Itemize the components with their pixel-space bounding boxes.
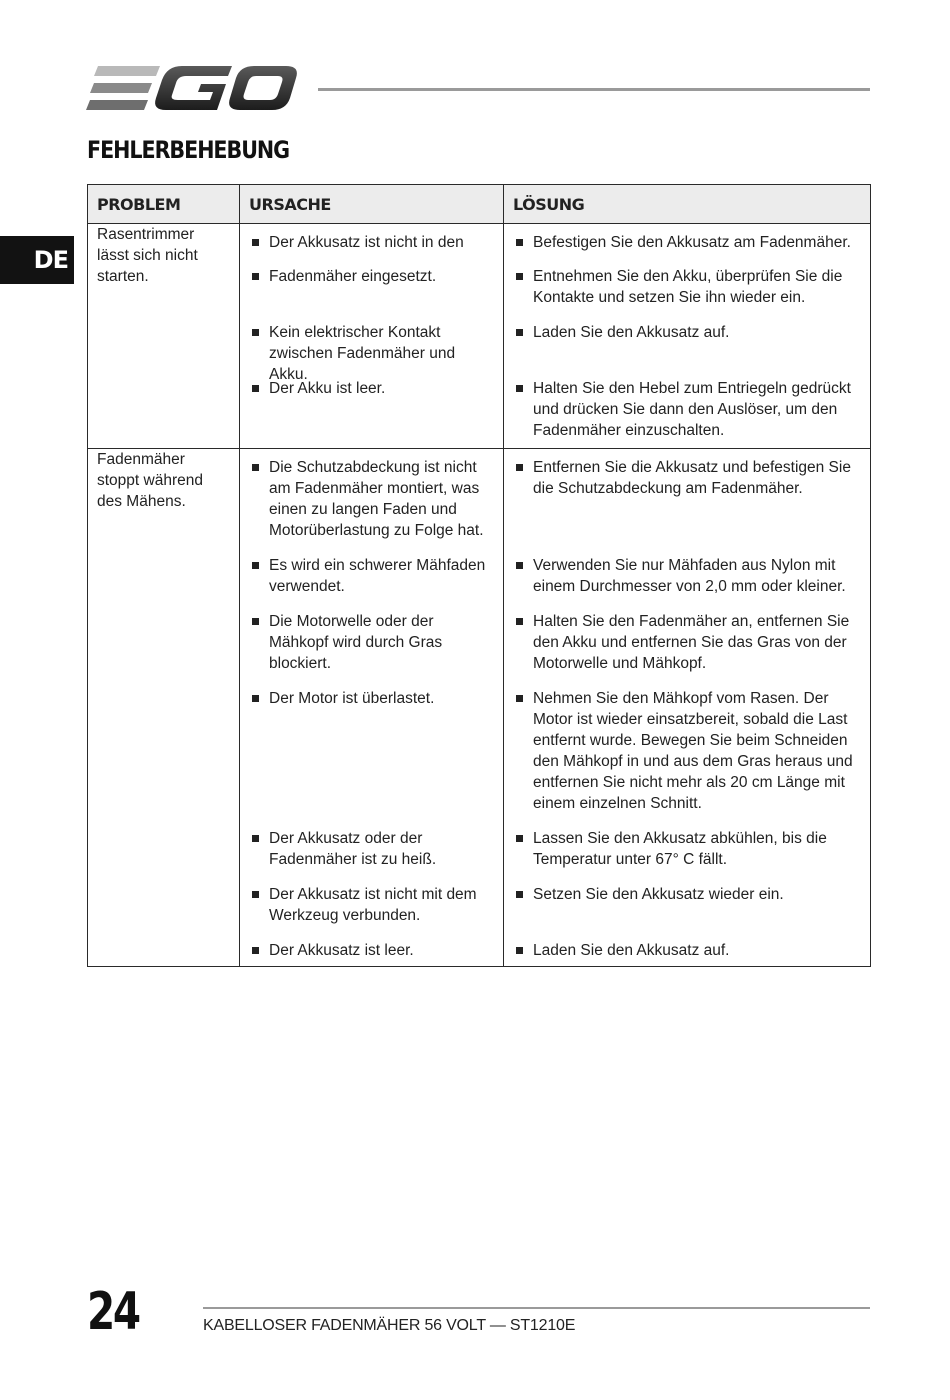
cause-item	[252, 884, 495, 940]
solution-text: Setzen Sie den Akkusatz wieder ein.	[533, 886, 784, 903]
ego-logo	[86, 62, 300, 114]
cause-item	[252, 322, 495, 383]
bullet-icon	[516, 266, 533, 322]
cause-text: Es wird ein schwerer Mähfaden verwendet.	[269, 557, 486, 595]
bullet-icon	[516, 884, 533, 940]
cause-text: Die Motorwelle oder der Mähkopf wird durch Gras blockiert.	[269, 613, 443, 672]
cause-cell	[240, 449, 504, 967]
solution-item	[516, 688, 862, 828]
bullet-icon	[252, 378, 269, 446]
cause-item	[252, 688, 495, 828]
bullet-icon	[516, 378, 533, 446]
bullet-icon	[252, 232, 269, 266]
problem-text: Fadenmäher stoppt während des Mähens.	[97, 451, 203, 510]
solution-item	[516, 940, 862, 964]
bullet-icon	[252, 555, 269, 611]
cause-text: Der Akkusatz ist leer.	[269, 942, 414, 959]
cause-item	[252, 555, 495, 611]
cause-item	[252, 266, 495, 322]
solution-text: Halten Sie den Fadenmäher an, entfernen Sie den Akku und entfernen Sie das Gras von der Motorwelle und Mähkopf.	[533, 613, 850, 672]
cause-item	[252, 457, 495, 555]
bullet-icon	[516, 232, 533, 266]
solution-item	[516, 232, 862, 266]
solution-item	[516, 378, 862, 446]
bullet-icon	[252, 322, 269, 378]
solution-item	[516, 828, 862, 884]
solution-cell	[504, 224, 871, 449]
language-tab: DE	[0, 236, 74, 284]
cause-item	[252, 232, 495, 266]
solution-item	[516, 322, 862, 378]
cause-item	[252, 611, 495, 688]
bullet-icon	[252, 828, 269, 884]
footer-product-title: KABELLOSER FADENMÄHER 56 VOLT — ST1210E	[203, 1317, 576, 1334]
bullet-icon	[516, 828, 533, 884]
solution-item	[516, 555, 862, 611]
bullet-icon	[252, 266, 269, 322]
problem-cell	[88, 449, 240, 967]
bullet-icon	[252, 457, 269, 555]
bullet-icon	[516, 555, 533, 611]
page-number: 24	[87, 1282, 139, 1342]
bullet-icon	[252, 940, 269, 964]
cause-item	[252, 378, 495, 446]
solution-text: Verwenden Sie nur Mähfaden aus Nylon mit einem Durchmesser von 2,0 mm oder kleiner.	[533, 557, 846, 595]
footer-rule	[203, 1307, 870, 1309]
cause-text: Der Akku ist leer.	[269, 380, 386, 397]
solution-item	[516, 457, 862, 555]
solution-item	[516, 611, 862, 688]
table-row	[88, 449, 871, 967]
solution-text: Laden Sie den Akkusatz auf.	[533, 324, 730, 341]
header-rule	[318, 88, 870, 91]
bullet-icon	[516, 322, 533, 378]
cause-text: Der Motor ist überlastet.	[269, 690, 435, 707]
solution-text: Nehmen Sie den Mähkopf vom Rasen. Der Motor ist wieder einsatzbereit, sobald die Last entfernt wurde. Bewegen Sie beim Schneiden den Mähkopf in und aus dem Gras heraus und entfernen Sie nicht mehr als 20 cm Länge mit einem einzelnen Schnitt.	[533, 690, 853, 812]
solution-cell	[504, 449, 871, 967]
header-cause: URSACHE	[240, 185, 504, 224]
solution-text: Entfernen Sie die Akkusatz und befestigen Sie die Schutzabdeckung am Fadenmäher.	[533, 459, 851, 497]
cause-text: Der Akkusatz ist nicht in den	[269, 234, 464, 251]
cause-text: Der Akkusatz ist nicht mit dem Werkzeug verbunden.	[269, 886, 477, 924]
bullet-icon	[516, 611, 533, 688]
bullet-icon	[516, 688, 533, 828]
header-solution: LÖSUNG	[504, 185, 871, 224]
problem-cell	[88, 224, 240, 449]
cause-text: Der Akkusatz oder der Fadenmäher ist zu heiß.	[269, 830, 437, 868]
section-title: FEHLERBEHEBUNG	[87, 136, 290, 164]
cause-text: Die Schutzabdeckung ist nicht am Fadenmäher montiert, was einen zu langen Faden und Motorüberlastung zu Folge hat.	[269, 459, 484, 539]
bullet-icon	[252, 611, 269, 688]
cause-item	[252, 828, 495, 884]
bullet-icon	[516, 457, 533, 555]
solution-text: Halten Sie den Hebel zum Entriegeln gedrückt und drücken Sie dann den Auslöser, um den Fadenmäher einzuschalten.	[533, 380, 851, 439]
cause-text: Kein elektrischer Kontakt zwischen Fadenmäher und Akku.	[269, 324, 456, 383]
table-row	[88, 224, 871, 449]
solution-text: Entnehmen Sie den Akku, überprüfen Sie die Kontakte und setzen Sie ihn wieder ein.	[533, 268, 843, 306]
cause-text: Fadenmäher eingesetzt.	[269, 268, 437, 285]
troubleshooting-table	[87, 184, 871, 967]
header-problem: PROBLEM	[88, 185, 240, 224]
bullet-icon	[252, 884, 269, 940]
cause-item	[252, 940, 495, 964]
solution-item	[516, 266, 862, 322]
bullet-icon	[516, 940, 533, 964]
solution-item	[516, 884, 862, 940]
solution-text: Laden Sie den Akkusatz auf.	[533, 942, 730, 959]
bullet-icon	[252, 688, 269, 828]
solution-text: Befestigen Sie den Akkusatz am Fadenmäher.	[533, 234, 851, 251]
cause-cell	[240, 224, 504, 449]
solution-text: Lassen Sie den Akkusatz abkühlen, bis die Temperatur unter 67° C fällt.	[533, 830, 827, 868]
problem-text: Rasentrimmer lässt sich nicht starten.	[97, 226, 198, 285]
table-header-row	[88, 185, 871, 224]
